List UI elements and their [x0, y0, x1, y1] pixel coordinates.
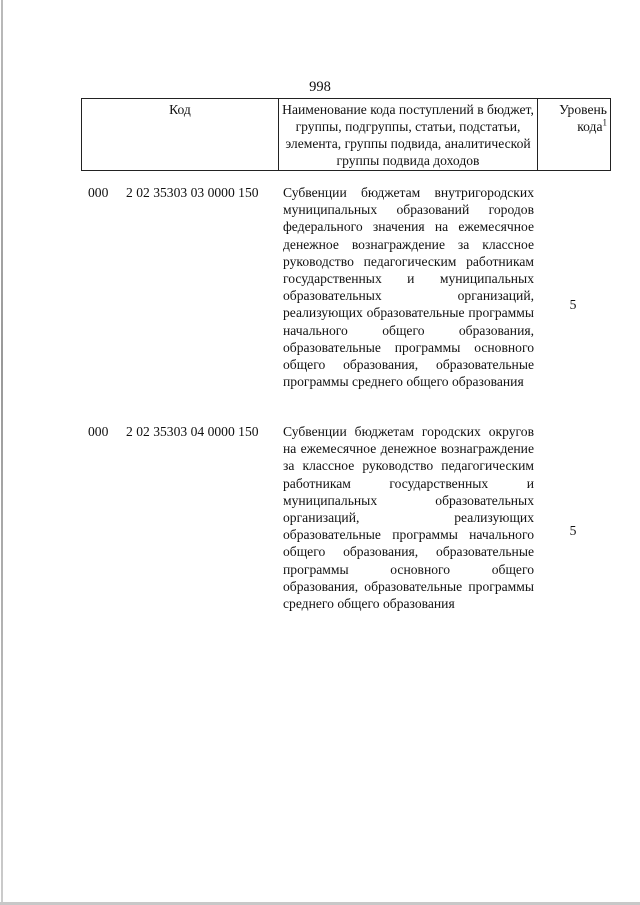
- footnote-marker: 1: [602, 117, 607, 128]
- header-name: Наименование кода поступлений в бюджет, группы, подгруппы, статьи, подстатьи, элемента, группы подвида, аналитической группы подвида доходов: [279, 99, 538, 171]
- revenue-code: 2 02 35303 03 0000 150: [126, 185, 259, 200]
- admin-code: 000: [88, 424, 109, 439]
- admin-code: 000: [88, 185, 109, 200]
- revenue-name: Субвенции бюджетам внутригородских муниципальных образований городов федерального значения на ежемесячное денежное вознаграждение за классное руководство педагогическим работникам государственных и муниципальных образовательных организаций, реализующих образовательные программы начального общего образования, образовательные программы основного общего образования, образовательные программы среднего общего образования: [283, 185, 534, 390]
- page-number: 998: [309, 79, 331, 95]
- table-header: [81, 98, 611, 171]
- revenue-name: Субвенции бюджетам городских округов на ежемесячное денежное вознаграждение за классное руководство педагогическим работникам государственных и муниципальных образовательных организаций, реализующих образовательные программы начального общего образования, образовательные программы основного общего образования, образовательные программы среднего общего образования: [283, 424, 534, 612]
- code-level: 5: [569, 523, 577, 538]
- code-level: 5: [569, 297, 577, 312]
- header-code: Код: [82, 99, 279, 171]
- page-edge-left: [1, 0, 3, 905]
- header-level: Уровень кода$^1$: [538, 99, 611, 171]
- revenue-code: 2 02 35303 04 0000 150: [126, 424, 259, 439]
